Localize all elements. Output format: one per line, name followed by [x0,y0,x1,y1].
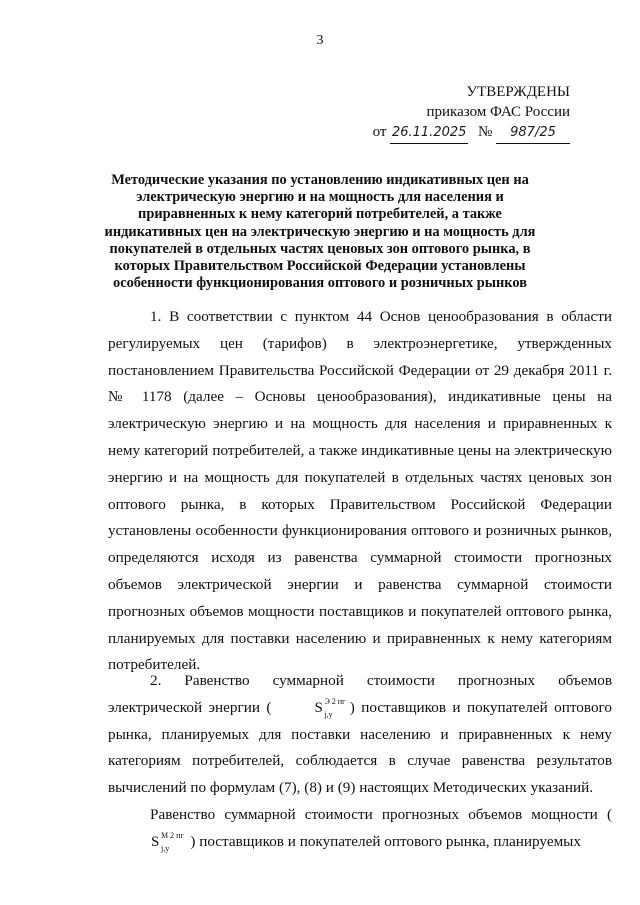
paragraph-2 [108,668,612,802]
date-prefix: от [372,124,387,140]
energy-cost-symbol: S Э 2 пг j,y [314,696,346,719]
p3-text-after: поставщиков и покупателей оптового рынка, планируемых [199,832,581,850]
paragraph-3 [108,802,612,856]
p3-symbol-close: ) [190,832,196,850]
number-prefix: № [477,124,493,140]
paragraph-1: 1. В соответствии с пунктом 44 Основ ценообразования в области регулируемых цен (тарифов) в электроэнергетике, утвержденных постановлением Правительства Российской Федерации от 29 декабря 2011 г. № 1178 (далее – Основы ценообразования), индикативные цены на электрическую энергию и на мощность для населения и приравненных к нему категорий потребителей, а также индикативные цены на электрическую энергию и на мощность для покупателей в отдельных частях ценовых зон оптового рынка, в которых Правительством Российской Федерации установлены особенности функционирования оптового и розничных рынков, определяются исходя из равенства суммарной стоимости прогнозных объемов электрической энергии и равенства суммарной стоимости прогнозных объемов мощности поставщиков и покупателей оптового рынка, планируемых для поставки населению и приравненных к нему категориям потребителей. [108,308,612,674]
approval-date-row [370,122,570,142]
approval-by: приказом ФАС России [426,104,570,120]
approval-date: 26.11.2025 [390,123,468,144]
capacity-cost-symbol: S М 2 пг j,y [151,830,184,853]
approval-title: УТВЕРЖДЕНЫ [466,84,570,100]
approval-number: 987/25 [496,123,570,144]
p3-symbol-open: ( [606,806,612,823]
p2-text-after: ) поставщиков и покупателей оптового рынка, планируемых для поставки населению и приравненных к нему категориям потребителей, соблюдается в случае равенства результатов вычислений по формулам (7), (8) и (9) настоящих Методических указаний. [108,698,613,797]
document-title: Методические указания по установлению индикативных цен на электрическую энергию и на мощность для населения и приравненных к нему категорий потребителей, а также индикативных цен на электрическую энергию и на мощность для покупателей в отдельных частях ценовых зон оптового рынка, в которых Правительством Российской Федерации установлены особенности функционирования оптового и розничных рынков [104,172,536,292]
p3-text-before: Равенство суммарной стоимости прогнозных объемов мощности [150,806,598,823]
approval-stamp [370,82,570,142]
p2-text-before: 2. Равенство суммарной стоимости прогнозных объемов электрической энергии ( [108,672,612,716]
page-number: 3 [316,33,324,48]
